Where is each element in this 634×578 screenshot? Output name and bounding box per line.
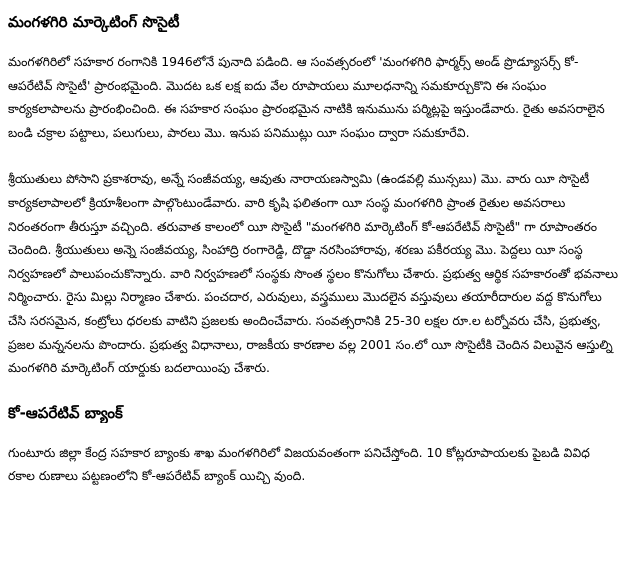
section-heading-marketing-society: మంగళగిరి మార్కెటింగ్ సొసైటీ (8, 13, 180, 31)
paragraph: శ్రీయుతులు పోసాని ప్రకాశరావు, అన్నే సంజీవయ్య, ఆవుతు నారాయణస్వామి (ఉండవల్లి మున్సబు) మొ. వారు యీ సొసైటీ కార్యకలాపాలలో క్రియాశీలంగా పాల్గొంటుండేవారు. వారి కృషి ఫలితంగా యీ సంస్థ మంగళగిరి ప్రాంత రైతుల అవసరాలు నిరంతరంగా తీరుస్తూ వచ్చింది. తరువాత కాలంలో యీ సొసైటీ "మంగళగిరి మార్కెటింగ్ కో-ఆపరేటివ్ సొసైటీ" గా రూపాంతరం చెందింది. శ్రీయుతులు అన్నె సంజీవయ్య, సింహాద్రి రంగారెడ్డి, దొడ్డా నరసింహారావు, శరణు పకీరయ్య మొ. పెద్దలు యీ సంస్థ నిర్వహణలో పాలుపంచుకొన్నారు. వారి నిర్వహణలో సంస్థకు సొంత స్థలం కొనుగోలు చేశారు. ప్రభుత్వ ఆర్థిక సహకారంతో భవనాలు నిర్మించారు. రైసు మిల్లు నిర్మాణం చేశారు. పంచదార, ఎరువులు, వస్త్రములు మొదలైన వస్తువులు తయారీదారుల వద్ద కొనుగోలు చేసి సరసమైన, కంట్రోలు ధరలకు వాటిని ప్రజలకు అందించేవారు. సంవత్సరానికి 25-30 లక్షల రూ.ల టర్నోవరు చేసి, ప్రభుత్వ, ప్రజల మన్ననలను పొందారు. ప్రభుత్వ విధానాలు, రాజకీయ కారణాల వల్ల 2001 సం.లో యీ సొసైటీకి చెందిన విలువైన ఆస్తుల్ని మంగళగిరి మార్కెటింగ్ యార్డుకు బదలాయింపు చేశారు. (8, 171, 619, 376)
section-heading-cooperative-bank: కో-ఆపరేటివ్ బ్యాంక్ (8, 403, 123, 422)
paragraph: మంగళగిరిలో సహకార రంగానికి 1946లోనే పునాది పడింది. ఆ సంవత్సరంలో 'మంగళగిరి ఫార్మర్స్ అండ్ ప్రొడ్యూసర్స్ కో-ఆపరేటివ్ సొసైటీ' ప్రారంభమైంది. మొదట ఒక లక్ష ఐదు వేల రూపాయలు మూలధనాన్ని సమకూర్చుకొని ఈ సంఘం కార్యకలాపాలను ప్రారంభించింది. ఈ సహకార సంఘం ప్రారంభమైన నాటికి ఇనుమును పర్మిట్లపై ఇస్తుండేవారు. రైతు అవసరాలైన బండి చక్రాల పట్టాలు, పలుగులు, పారలు మొ. ఇనుప పనిముట్లు యీ సంఘం ద్వారా సమకూరేవి. (8, 54, 605, 140)
paragraph: గుంటూరు జిల్లా కేంద్ర సహకార బ్యాంకు శాఖ మంగళగిరిలో విజయవంతంగా పనిచేస్తోంది. 10 కోట్లరూపాయలకు పైబడి వివిధ రకాల రుణాలు పట్టణంలోని కో-ఆపరేటివ్ బ్యాంక్ యిచ్చి వుంది. (8, 444, 590, 484)
